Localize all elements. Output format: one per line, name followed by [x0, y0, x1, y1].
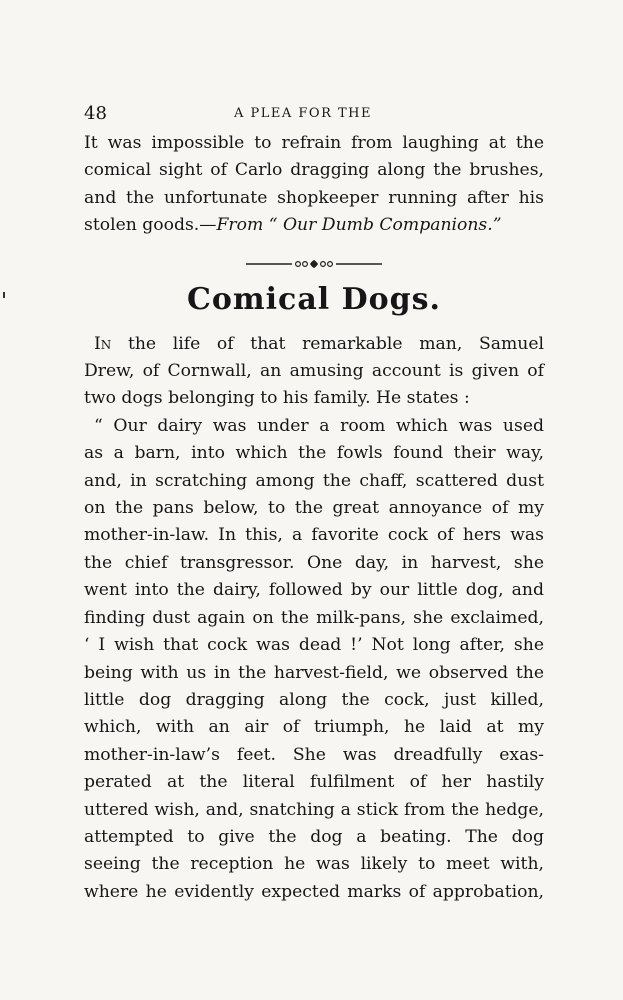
text-line: “ Our dairy was under a room which was used: [94, 415, 544, 436]
text-line: ‘ I wish that cock was dead !’ Not long after, she: [84, 635, 544, 656]
text-line: and the unfortunate shopkeeper running after his: [84, 187, 544, 208]
text-line: comical sight of Carlo dragging along the brushes,: [84, 160, 544, 181]
ornamental-rule-icon: [244, 257, 384, 271]
text-line: seeing the reception he was likely to meet with,: [84, 854, 544, 875]
text-line: mother-in-law’s feet. She was dreadfully exas-: [84, 744, 544, 765]
text-line: perated at the literal fulfilment of her hastily: [84, 772, 544, 793]
text-line: where he evidently expected marks of approbation,: [84, 881, 544, 902]
book-page: [84, 100, 544, 906]
text-line: the chief transgressor. One day, in harvest, she: [84, 552, 544, 573]
text-line: little dog dragging along the cock, just killed,: [84, 689, 544, 710]
page-header: [84, 100, 544, 130]
text-line: finding dust again on the milk-pans, she exclaimed,: [84, 607, 544, 628]
text-line: [84, 212, 544, 239]
text-line: attempted to give the dog a beating. The dog: [84, 826, 544, 847]
text-line-rest: the life of that remarkable man, Samuel: [111, 333, 544, 354]
lead-word: In: [94, 333, 112, 354]
top-paragraph: [84, 130, 544, 240]
text-line: two dogs belonging to his family. He states :: [84, 388, 470, 409]
running-head: A PLEA FOR THE: [234, 106, 373, 121]
text-line: It was impossible to refrain from laughing at the: [84, 133, 544, 153]
body-text: [84, 331, 544, 907]
text-line: Drew, of Cornwall, an amusing account is given of: [84, 361, 544, 382]
source-prefix: stolen goods.—: [84, 215, 217, 236]
text-line: which, with an air of triumph, he laid at my: [84, 717, 544, 738]
text-line: uttered wish, and, snatching a stick from the hedge,: [84, 799, 544, 820]
text-line: [84, 331, 544, 358]
text-line: being with us in the harvest-field, we observed the: [84, 662, 544, 683]
page-number: 48: [84, 103, 107, 124]
text-line: mother-in-law. In this, a favorite cock of hers was: [84, 525, 544, 546]
ornamental-divider: [84, 256, 544, 272]
text-line: and, in scratching among the chaff, scattered dust: [84, 470, 544, 491]
text-line: on the pans below, to the great annoyance of my: [84, 498, 544, 519]
text-line: went into the dairy, followed by our little dog, and: [84, 580, 544, 601]
text-line: as a barn, into which the fowls found their way,: [84, 443, 544, 464]
section-title: Comical Dogs.: [187, 281, 441, 317]
scan-speck: [3, 292, 5, 298]
source-citation: From “ Our Dumb Companions.”: [216, 215, 502, 236]
